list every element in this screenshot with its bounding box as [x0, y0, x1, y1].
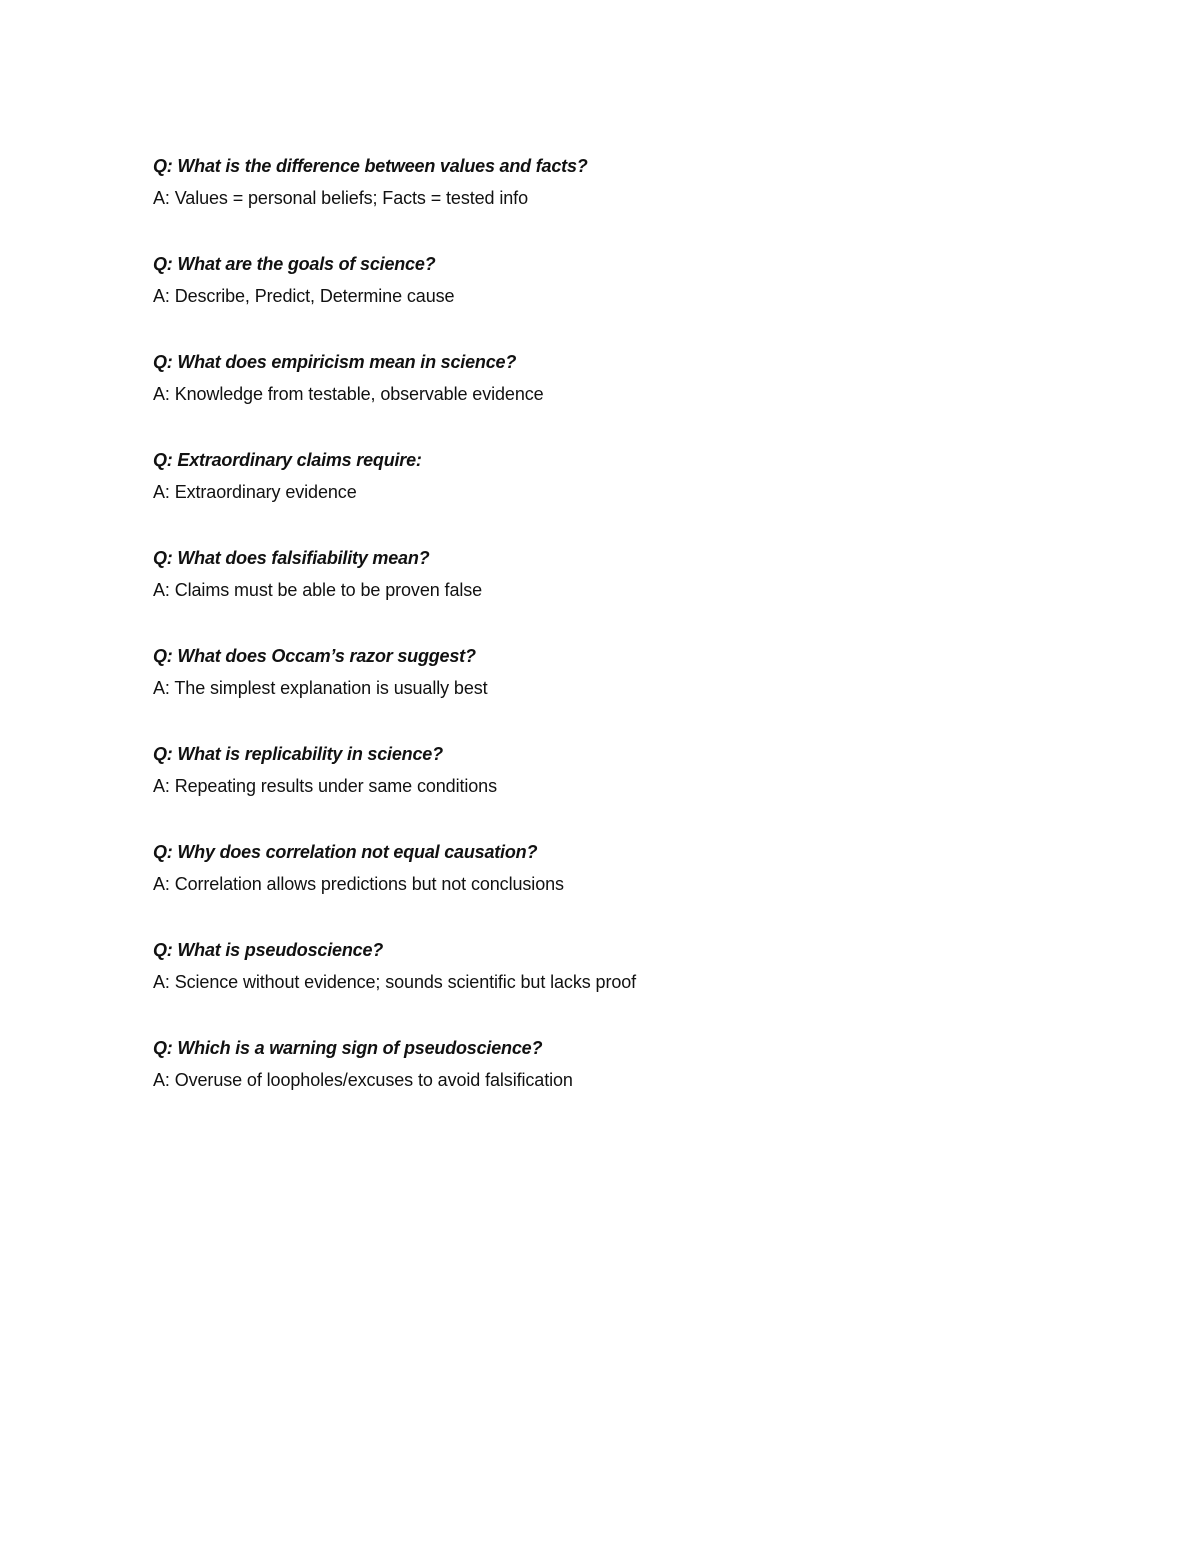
- question-text: Q: What is pseudoscience?: [153, 940, 384, 960]
- question-text: Q: Why does correlation not equal causation?: [153, 842, 538, 862]
- qa-item-9: [153, 937, 1053, 1035]
- qa-item-6: [153, 643, 1053, 741]
- question-text: Q: What are the goals of science?: [153, 254, 436, 274]
- answer-text: A: Repeating results under same conditions: [153, 776, 497, 796]
- qa-item-2: [153, 251, 1053, 349]
- question-text: Q: What is replicability in science?: [153, 744, 443, 764]
- answer-text: A: Extraordinary evidence: [153, 482, 357, 502]
- qa-item-8: [153, 839, 1053, 937]
- qa-item-1: [153, 153, 1053, 251]
- document-page: [153, 153, 1053, 1133]
- question-text: Q: Extraordinary claims require:: [153, 450, 422, 470]
- question-text: Q: What does falsifiability mean?: [153, 548, 430, 568]
- question-text: Q: What does empiricism mean in science?: [153, 352, 517, 372]
- answer-text: A: Correlation allows predictions but not conclusions: [153, 874, 564, 894]
- question-text: Q: Which is a warning sign of pseudoscience?: [153, 1038, 543, 1058]
- qa-item-10: [153, 1035, 1053, 1133]
- answer-text: A: Describe, Predict, Determine cause: [153, 286, 455, 306]
- question-text: Q: What does Occam’s razor suggest?: [153, 646, 476, 666]
- answer-text: A: Overuse of loopholes/excuses to avoid falsification: [153, 1070, 573, 1090]
- qa-item-4: [153, 447, 1053, 545]
- answer-text: A: Science without evidence; sounds scientific but lacks proof: [153, 972, 637, 992]
- qa-item-3: [153, 349, 1053, 447]
- answer-text: A: Values = personal beliefs; Facts = tested info: [153, 188, 528, 208]
- answer-text: A: Claims must be able to be proven false: [153, 580, 483, 600]
- qa-item-7: [153, 741, 1053, 839]
- answer-text: A: Knowledge from testable, observable evidence: [153, 384, 544, 404]
- question-text: Q: What is the difference between values and facts?: [153, 156, 588, 176]
- answer-text: A: The simplest explanation is usually best: [153, 678, 488, 698]
- qa-item-5: [153, 545, 1053, 643]
